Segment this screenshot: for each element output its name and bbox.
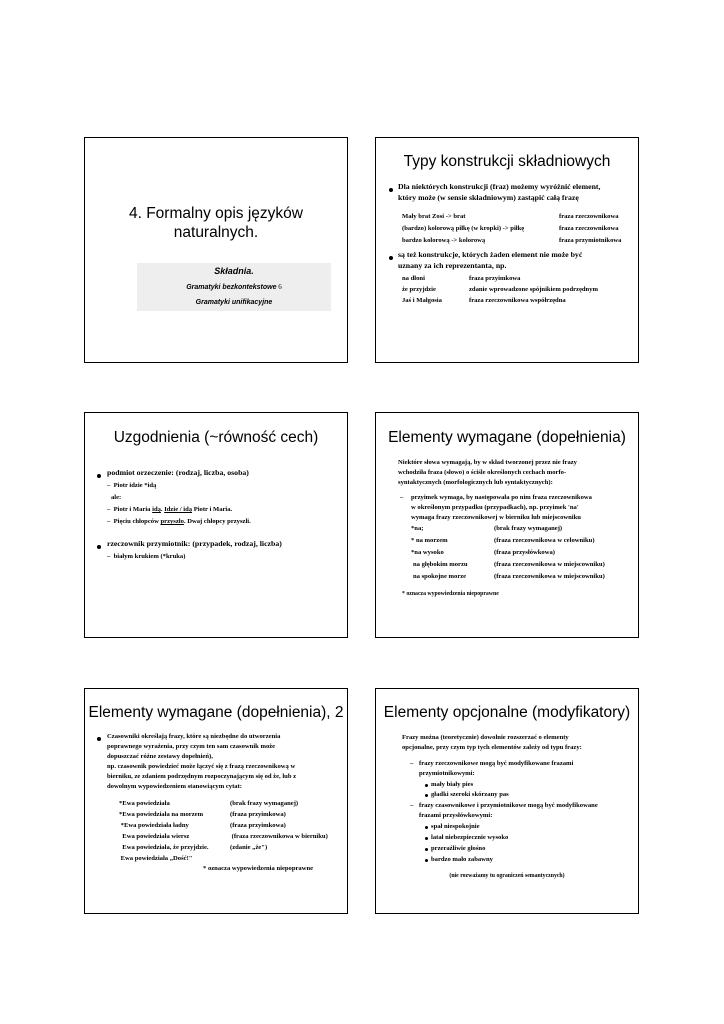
slide-5-bullet-line3: dopuszczać różne zestawy dopełnień), — [107, 753, 213, 760]
slide-6-dash-2-item-3: przeraźliwie głośno — [431, 845, 486, 852]
slide-2-table-2-row-2-left: że przyjdzie — [402, 286, 436, 293]
slide-3-sub-2-b: idą — [152, 506, 161, 513]
slide-4-example-3-right: (fraza przysłówkowa) — [494, 549, 555, 556]
slide-6-dash-2-line1: frazy czasownikowe i przymiotnikowe mogą być modyfikowane — [419, 802, 598, 809]
slide-4-example-2-left: * na morzem — [411, 537, 448, 544]
slide-3-sub-2-e: Piotr i Maria. — [192, 506, 233, 513]
slide-4-dash-line1: przyimek wymaga, by następowała po nim fraza rzeczownikowa — [411, 494, 592, 501]
slide-4-intro-line3: syntaktycznych (morfologicznych lub syntaktycznych): — [398, 479, 553, 486]
slide-2 — [375, 137, 639, 363]
slide-2-table-2-row-1-right: fraza przyimkowa — [469, 275, 521, 282]
slide-4-footnote: * oznacza wypowiedzenia niepoprawne — [402, 591, 499, 597]
slide-5-bullet-line6: dowolnym wypowiedzeniem stanowiącym cytat: — [107, 783, 242, 790]
slide-5-bullet-line5: bierniku, ze zdaniem podrzędnym rozpoczynającym się od że, lub z — [107, 773, 297, 780]
slide-4-dash-line2: w określonym przypadku (przypadkach), np. przyimek 'na' — [411, 504, 579, 511]
slide-2-table-1-row-1-left: Mały brat Zosi -> brat — [402, 213, 466, 220]
slide-4-example-5-right: (fraza rzeczownikowa w miejscowniku) — [494, 573, 605, 580]
slide-5-title: Elementy wymagane (dopełnienia), 2 — [88, 704, 344, 721]
slide-6 — [375, 688, 639, 914]
slide-2-table-1-row-3-right: fraza przymiotnikowa — [559, 237, 622, 244]
slide-2-table-1-row-3-left: bardzo kolorową -> kolorową — [402, 237, 486, 244]
slide-5-example-5-right: (zdanie „że") — [230, 844, 268, 851]
slide-4-title: Elementy wymagane (dopełnienia) — [388, 429, 626, 446]
slide-4-example-1-left: *na; — [411, 525, 424, 532]
slide-4-example-4-right: (fraza rzeczownikowa w miejscowniku) — [494, 561, 605, 568]
slide-6-footnote: (nie rozważamy tu ograniczeń semantycznych) — [449, 873, 565, 879]
slide-6-dash-1-item-2: gładki szeroki skórzany pas — [431, 791, 509, 798]
slide-3-sub-1-text: Piotr idzie *idą — [113, 482, 157, 489]
slide-2-table-2-row-3-left: Jaś i Małgosia — [402, 297, 442, 304]
slide-3-sub-2: – Piotr i Maria idą. Idzie / idą Piotr i Maria. — [107, 506, 233, 513]
slide-4-example-4-left: na głębokim morzu — [413, 561, 468, 568]
slide-1-title-line1: 4. Formalny opis języków — [128, 205, 303, 222]
slide-5-example-3-left: *Ewa powiedziała ładny — [119, 822, 189, 829]
slide-2-bullet-2-line1: są też konstrukcje, których żaden element nie może być — [398, 250, 583, 259]
slide-5 — [84, 688, 348, 914]
slide-5-bullet — [97, 737, 101, 741]
slide-2-bullet-2 — [389, 256, 393, 260]
slide-6-dash-2: – — [410, 802, 414, 809]
slide-5-example-6-left: Ewa powiedziała „Dość!" — [119, 855, 193, 862]
slide-4-dash-line3: wymaga frazy rzeczownikowej w bierniku lub miejscowniku — [411, 514, 581, 521]
slide-6-dash-2-item-1: spał niespokojnie — [431, 823, 480, 830]
slide-3-bullet-2-text: rzeczownik przymiotnik: (przypadek, rodzaj, liczba) — [107, 539, 282, 548]
slide-3-sub-3-c: . Dwaj chłopcy przyszli. — [183, 518, 251, 525]
slide-6-dash-1: – — [410, 760, 414, 767]
slide-6-intro-line1: Frazy można (teoretycznie) dowolnie rozszerzać o elementy — [402, 734, 569, 741]
slide-4-example-2-right: (fraza rzeczownikowa w celowniku) — [494, 537, 595, 544]
slide-5-example-2-left: *Ewa powiedziała na morzem — [119, 811, 204, 818]
slide-3-sub-3: – Pięciu chłopców przyszło. Dwaj chłopcy przyszli. — [107, 518, 251, 525]
slide-3-title: Uzgodnienia (~równość cech) — [113, 429, 319, 446]
slide-1-title-line2: naturalnych. — [173, 224, 259, 241]
slide-1-topic-cfg-num: 6 — [276, 283, 282, 291]
slide-3-sub-3-b: przyszło — [160, 518, 184, 525]
slide-6-dash-1-item-1-bullet — [425, 784, 428, 787]
slide-6-dash-1-line2: przymiotnikowymi: — [419, 770, 475, 777]
slide-3-sub-4: – białym krukiem (*kruka) — [107, 553, 186, 560]
slide-6-dash-2-item-2: latał niebezpiecznie wysoko — [431, 834, 509, 841]
slide-2-table-1-row-1-right: fraza rzeczownikowa — [559, 213, 619, 220]
slide-5-bullet-line2: poprawnego wyrażenia, przy czym ten sam czasownik może — [107, 743, 276, 750]
slide-2-table-2-row-1-left: na dłoni — [402, 275, 425, 282]
slide-2-table-2-row-2-right: zdanie wprowadzone spójnikiem podrzędnym — [469, 286, 599, 293]
slide-5-bullet-line1: Czasowniki określają frazy, które są niezbędne do utworzenia — [107, 733, 281, 740]
slide-1-topic-cfg-label: Gramatyki bezkontekstowe — [186, 284, 277, 291]
slide-2-table-2-row-3-right: fraza rzeczownikowa współrzędna — [469, 297, 566, 304]
slide-6-dash-1-item-1: mały biały pies — [431, 781, 474, 788]
slide-3-sub-2-d: Idzie / idą — [164, 506, 193, 513]
slide-1 — [84, 137, 348, 363]
slide-5-example-4-right: (fraza rzeczownikowa w bierniku) — [230, 833, 328, 840]
slide-6-title: Elementy opcjonalne (modyfikatory) — [383, 704, 631, 721]
slide-5-footnote: * oznacza wypowiedzenia niepoprawne — [203, 865, 314, 872]
slide-6-dash-2-item-4-bullet — [425, 859, 428, 862]
slide-4-example-3-left: *na wysoko — [411, 549, 444, 556]
slide-5-example-4-left: Ewa powiedziała wiersz — [119, 833, 190, 840]
slide-6-dash-2-item-2-bullet — [425, 837, 428, 840]
slide-5-example-1-right: (brak frazy wymaganej) — [230, 800, 299, 807]
slide-2-bullet-2-line2: uznany za ich reprezentanta, np. — [398, 261, 507, 270]
slide-1-topic-unification: Gramatyki unifikacyjne — [195, 299, 273, 306]
slide-6-intro-line2: opcjonalne, przy czym typ tych elementów zależy od typu frazy: — [402, 744, 582, 751]
slide-5-bullet-line4: np. czasownik powiedzieć może łączyć się z frazą rzeczownikową w — [107, 763, 296, 770]
slide-6-dash-1-line1: frazy rzeczownikowe mogą być modyfikowane frazami — [419, 760, 574, 767]
slide-2-table-1-row-2-left: (bardzo) kolorową piłkę (w kropki) -> piłkę — [402, 225, 525, 232]
slide-2-table-1-row-2-right: fraza rzeczownikowa — [559, 225, 619, 232]
slide-1-topic-box — [137, 263, 331, 311]
slide-6-dash-2-item-3-bullet — [425, 848, 428, 851]
slide-6-dash-1-item-2-bullet — [425, 794, 428, 797]
slide-1-topic-syntax: Składnia. — [214, 266, 254, 276]
slide-2-bullet-1-line1: Dla niektórych konstrukcji (fraz) możemy wyróżnić element, — [398, 182, 601, 191]
slide-3-sub-4-text: białym krukiem (*kruka) — [113, 553, 186, 560]
slide-5-example-3-right: (fraza przyimkowa) — [230, 822, 286, 829]
slide-1-topic-cfg — [137, 283, 331, 291]
slide-5-example-5-left: Ewa powiedziała, że przyjdzie. — [119, 844, 209, 851]
slide-4 — [375, 412, 639, 638]
slide-3-bullet-1 — [97, 474, 101, 478]
slide-6-dash-2-item-1-bullet — [425, 826, 428, 829]
slide-6-dash-2-line2: frazami przysłówkowymi: — [419, 812, 493, 819]
slide-3-sub-2-a: Piotr i Maria — [113, 506, 153, 513]
slide-5-example-2-right: (fraza przyimkowa) — [230, 811, 286, 818]
slide-3-ale: ale: — [111, 494, 122, 501]
slide-2-title: Typy konstrukcji składniowych — [403, 153, 611, 170]
slide-3-sub-2-c: . — [160, 506, 165, 513]
slide-3-bullet-1-text: podmiot orzeczenie: (rodzaj, liczba, osoba) — [107, 468, 249, 477]
slide-4-intro-line1: Niektóre słowa wymagają, by w skład tworzonej przez nie frazy — [398, 459, 577, 466]
slide-3 — [84, 412, 348, 638]
slide-3-bullet-2 — [97, 545, 101, 549]
slide-6-dash-2-item-4: bardzo mało zabawny — [431, 856, 493, 863]
slide-4-intro-line2: wchodziła fraza (słowo) o ściśle określonych cechach morfo- — [398, 469, 567, 476]
slide-4-example-1-right: (brak frazy wymaganej) — [494, 525, 563, 532]
slide-3-sub-1: – Piotr idzie *idą — [107, 482, 157, 489]
slide-4-dash: – — [400, 494, 404, 501]
slide-5-example-1-left: *Ewa powiedziała — [119, 800, 170, 807]
slide-2-bullet-1-line2: który może (w sensie składniowym) zastąpić całą frazę — [398, 193, 579, 202]
slide-2-bullet-1 — [389, 188, 393, 192]
slide-4-example-5-left: na spokojne morze — [413, 573, 467, 580]
slide-3-sub-3-a: Pięciu chłopców — [113, 518, 161, 525]
